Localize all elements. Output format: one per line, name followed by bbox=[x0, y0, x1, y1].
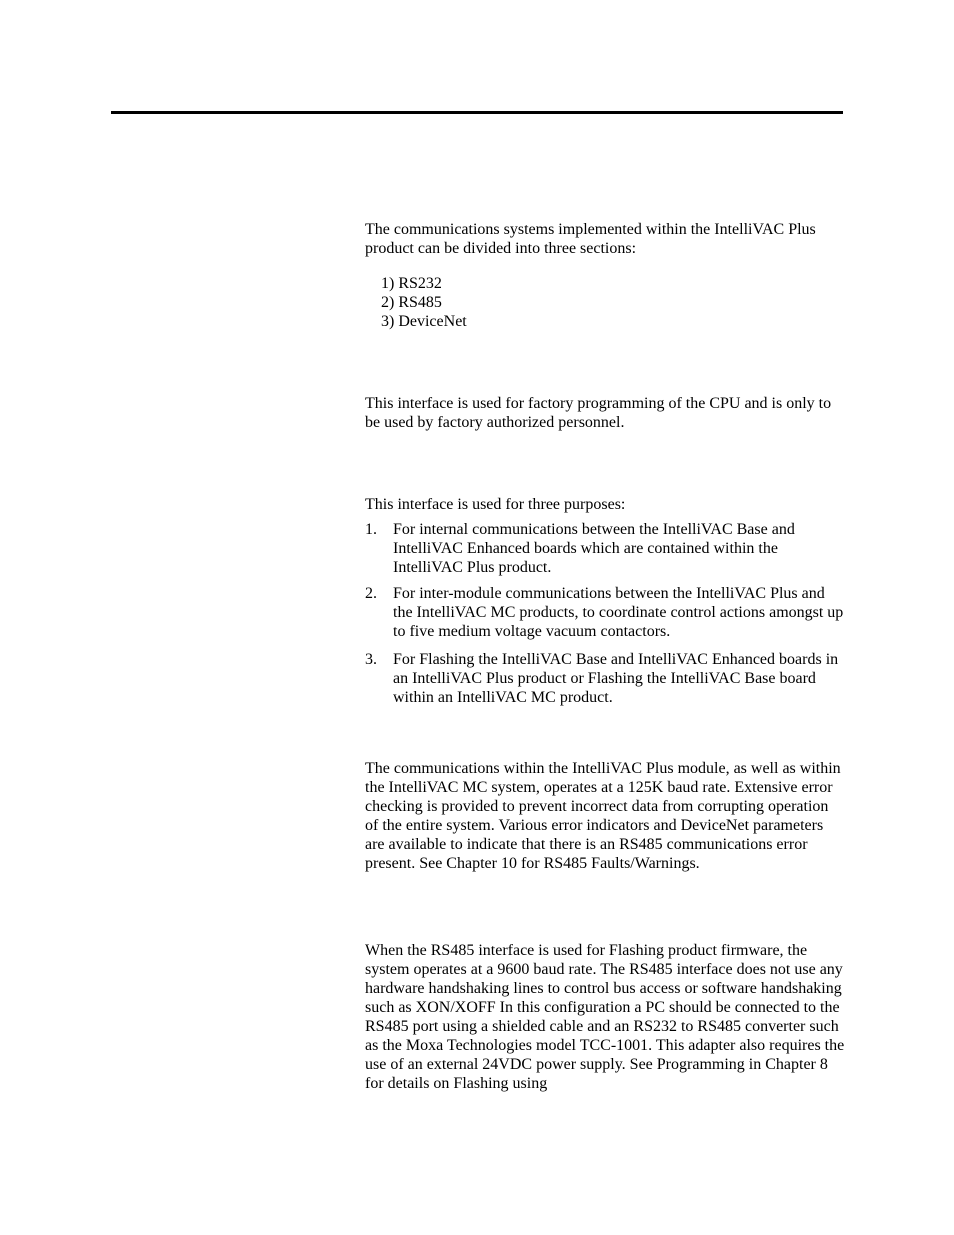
comms-paragraph: The communications within the IntelliVAC Plus module, as well as within the IntelliVAC MC system, operates at a 125K baud rate. Extensive error checking is provided to prevent incorrect data from corrupting operation of the entire system. Various error indicators and DeviceNet parameters are available to indicate that there is an RS485 communications error present. See Chapter 10 for RS485 Faults/Warnings. bbox=[365, 760, 841, 872]
sections-list bbox=[381, 274, 467, 331]
list-item: 3) DeviceNet bbox=[381, 313, 467, 330]
purpose-text: For inter-module communications between the IntelliVAC Plus and the IntelliVAC MC products, to coordinate control actions amongst up to five medium voltage vacuum contactors. bbox=[393, 585, 844, 640]
intro-paragraph: The communications systems implemented within the IntelliVAC Plus product can be divided into three sections: bbox=[365, 221, 816, 257]
list-item: 2) RS485 bbox=[381, 294, 442, 311]
purpose-text: For internal communications between the IntelliVAC Base and IntelliVAC Enhanced boards which are contained within the IntelliVAC Plus product. bbox=[393, 521, 795, 576]
purpose-text: For Flashing the IntelliVAC Base and IntelliVAC Enhanced boards in an IntelliVAC Plus product or Flashing the IntelliVAC Base board within an IntelliVAC MC product. bbox=[393, 651, 839, 706]
purpose-number: 2. bbox=[365, 585, 377, 602]
list-item: 1) RS232 bbox=[381, 275, 442, 292]
purpose-number: 3. bbox=[365, 651, 377, 668]
rs232-paragraph: This interface is used for factory programming of the CPU and is only to be used by factory authorized personnel. bbox=[365, 395, 832, 431]
purpose-number: 1. bbox=[365, 521, 377, 538]
flashing-paragraph: When the RS485 interface is used for Flashing product firmware, the system operates at a 9600 baud rate. The RS485 interface does not use any hardware handshaking lines to control bus access or software handshaking such as XON/XOFF In this configuration a PC should be connected to the RS485 port using a shielded cable and an RS232 to RS485 converter such as the Moxa Technologies model TCC-1001. This adapter also requires the use of an external 24VDC power supply. See Programming in Chapter 8 for details on Flashing using bbox=[365, 942, 845, 1092]
purpose-item-2 bbox=[365, 584, 845, 641]
purpose-item-3 bbox=[365, 650, 845, 707]
purpose-item-1 bbox=[365, 520, 845, 577]
header-rule bbox=[111, 111, 843, 114]
rs485-intro-paragraph: This interface is used for three purposes: bbox=[365, 496, 626, 513]
